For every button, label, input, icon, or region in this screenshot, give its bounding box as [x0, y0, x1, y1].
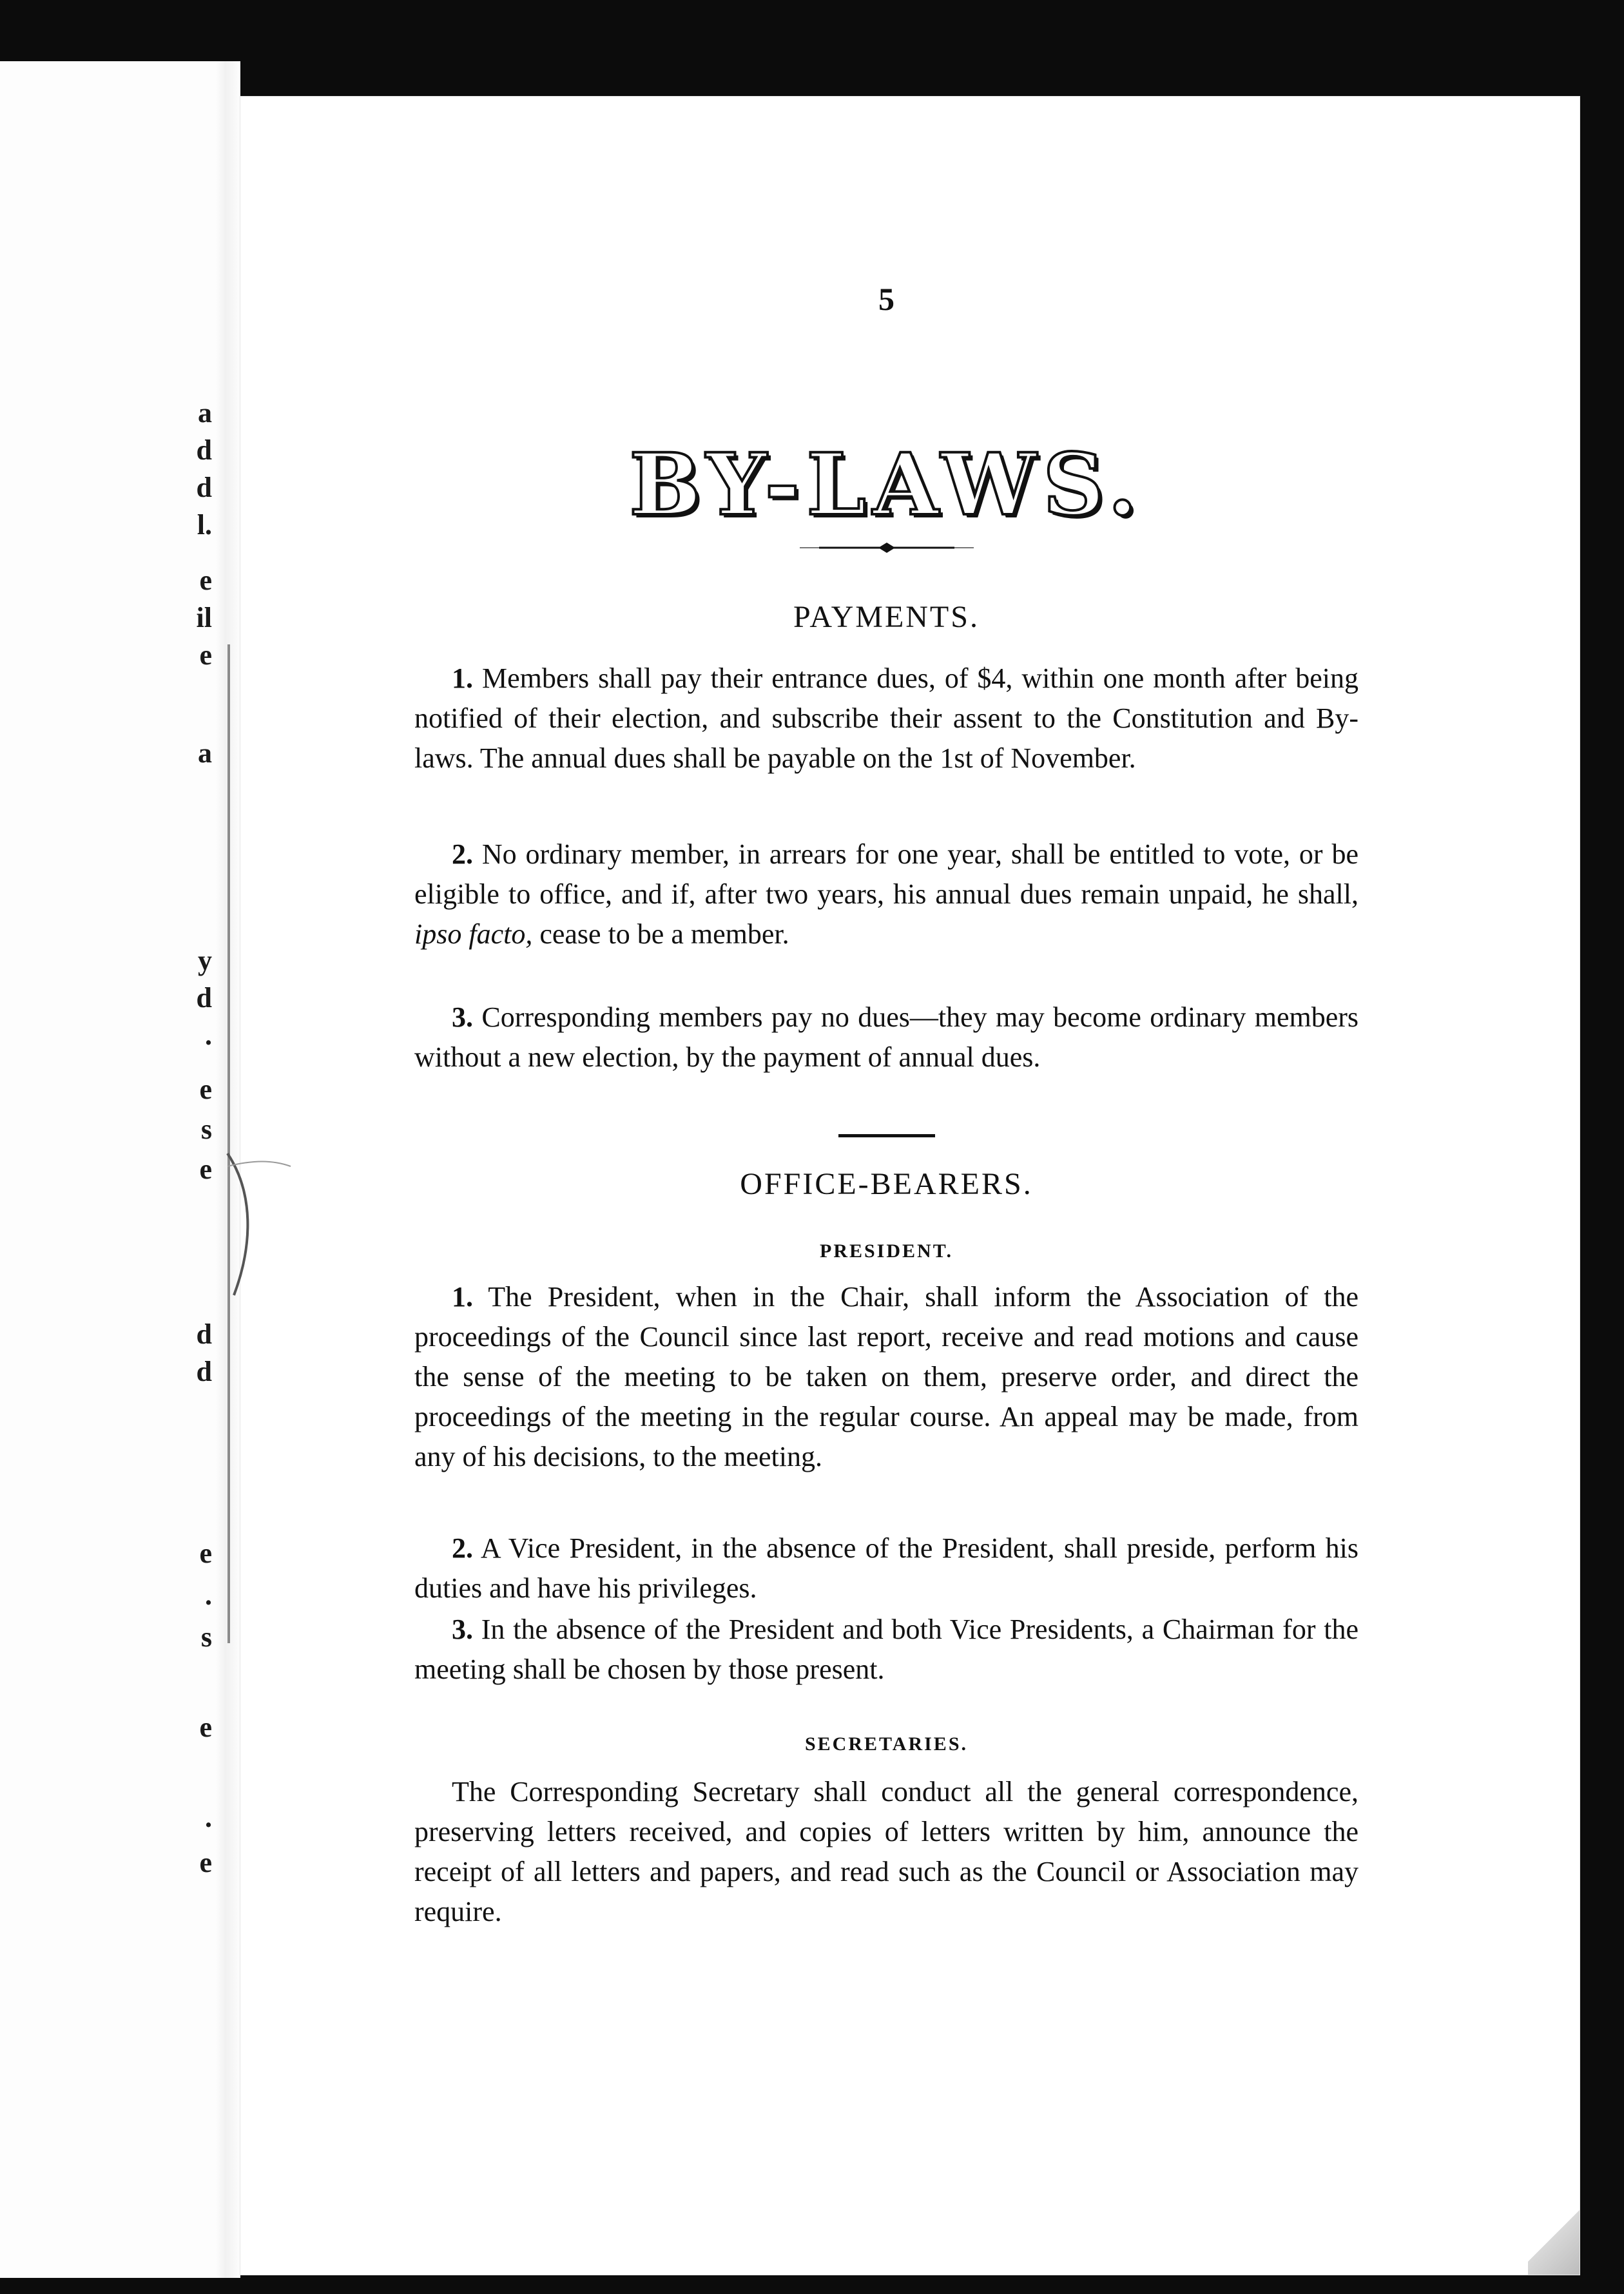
left-fragment: . [205, 1019, 212, 1051]
left-fragment: a [198, 397, 212, 429]
item-text: In the absence of the President and both Vice Presidents, a Chairman for the meeting shall be chosen by those present. [414, 1614, 1359, 1685]
left-fragment: e [199, 1537, 212, 1569]
left-fragment: s [200, 1113, 212, 1145]
item-text: cease to be a member. [539, 918, 789, 950]
item-text: Corresponding members pay no dues—they may become ordinary members without a new election, by the payment of annual dues. [414, 1001, 1359, 1073]
left-fragment: il [196, 602, 212, 633]
item-text: The President, when in the Chair, shall inform the Association of the proceedings of the Council since last report, receive and read motions and cause the sense of the meeting to be taken on them, preserve order, and direct the proceedings of the meeting in the regular course. An appeal may be made, from any of his decisions, to the meeting. [414, 1281, 1358, 1472]
secretaries-heading: SECRETARIES. [804, 1733, 969, 1755]
item-number: 1. [452, 662, 473, 694]
payments-item-2 [414, 834, 1358, 954]
item-text: A Vice President, in the absence of the President, shall preside, perform his duties and have his privileges. [414, 1532, 1358, 1604]
item-number: 3. [452, 1001, 473, 1033]
item-number: 2. [452, 838, 473, 870]
payments-heading: PAYMENTS. [793, 600, 980, 634]
left-fragment: e [199, 1074, 212, 1105]
left-fragment: e [199, 639, 212, 671]
left-page-edge [0, 61, 216, 2278]
page-number: 5 [878, 281, 894, 317]
left-fragment: d [196, 1356, 212, 1387]
item-text-italic: ipso facto, [414, 918, 533, 950]
section-rule [838, 1134, 935, 1137]
president-item-3 [414, 1610, 1358, 1690]
office-bearers-heading: OFFICE-BEARERS. [740, 1167, 1033, 1201]
item-number: 3. [452, 1614, 473, 1645]
president-item-1 [414, 1277, 1358, 1477]
left-fragment: d [196, 434, 212, 466]
president-item-2 [414, 1528, 1358, 1608]
left-fragment: e [199, 1711, 212, 1743]
left-fragment: d [196, 982, 212, 1014]
left-page-text-fragments [0, 61, 216, 2278]
item-text: No ordinary member, in arrears for one year, shall be entitled to vote, or be eligible to office, and if, after two years, his annual dues remain unpaid, he shall, [414, 838, 1359, 910]
payments-item-1 [414, 659, 1358, 778]
payments-item-3 [414, 998, 1358, 1077]
left-fragment: y [198, 945, 212, 976]
left-fragment: s [200, 1621, 212, 1653]
page-corner-fold [1528, 2197, 1580, 2275]
page [240, 97, 1580, 2275]
left-fragment: e [199, 1153, 212, 1185]
ornament-divider [800, 541, 974, 554]
secretaries-text: The Corresponding Secretary shall conduct all the general correspondence, preserving letters received, and copies of letters written by him, announce the receipt of all letters and papers, and read such as the Council or Association may require. [414, 1776, 1358, 1927]
left-fragment: d [196, 472, 212, 503]
item-text: Members shall pay their entrance dues, of $4, within one month after being notified of their election, and subscribe their assent to the Constitution and By-laws. The annual dues shall be payable on the 1st of November. [414, 662, 1359, 774]
left-fragment: l. [197, 509, 212, 541]
item-number: 1. [452, 1281, 473, 1313]
page-title: BY-LAWS. [629, 435, 1144, 535]
left-fragment: e [199, 564, 212, 596]
president-heading: PRESIDENT. [820, 1240, 953, 1262]
left-fragment: d [196, 1318, 212, 1350]
item-number: 2. [452, 1532, 473, 1564]
left-fragment: . [205, 1579, 212, 1611]
left-fragment: e [199, 1847, 212, 1878]
left-fragment: . [205, 1802, 212, 1833]
left-fragment: a [198, 737, 212, 769]
binding-thread-loop [215, 1141, 292, 1308]
